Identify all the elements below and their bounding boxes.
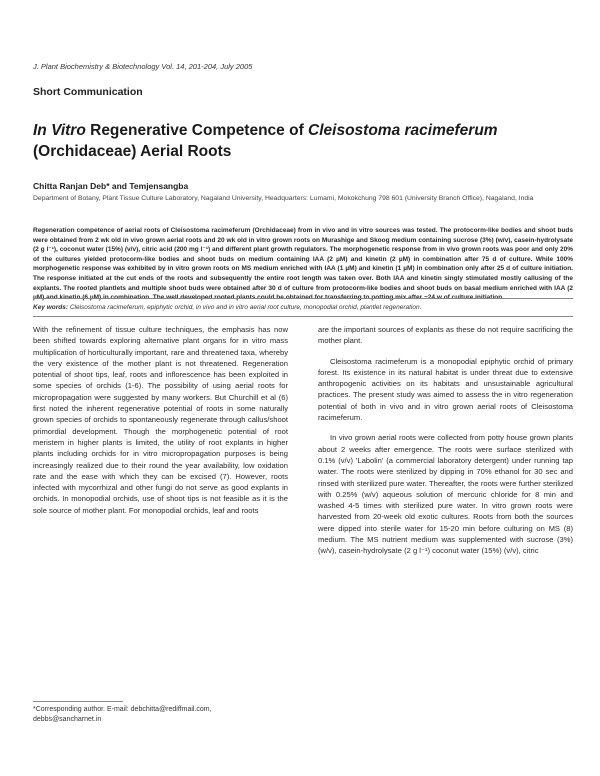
journal-citation: J. Plant Biochemistry & Biotechnology Vol. 14, 201-204, July 2005 [33,62,253,71]
footnote-divider [33,701,123,702]
body-paragraph: With the refinement of tissue culture techniques, the emphasis has now been shifted towards exploring alternative plant organs for in vitro mass multiplication of horticulturally important, rare and threatened taxa, whereby the very existence of the mother plant is not threatened. Regeneration potential of shoot tips, leaf, roots and inflorescence has been exploited in some species of orchids (1-6). The possibility of using aerial roots for micropropagation were suggested by many workers. But Churchill et al (6) first noted the inherent regenerative potential of roots in some naturally grown species of orchids to spontaneously regenerate through callus/shoot primordial development. Though the morphogenetic potential of root meristem in higher plants is limited, the utility of root explants in higher plants including orchids for in vitro micropropagation purposes is being increasingly realized due to their round the year availability, low oxidation rate and the ease with which they can be excised (7). However, roots infected with mycorrhizal and other fungi do not serve as good explants in orchids. In monopodial orchids, use of shoot tips is not feasible as it is the sole source of mother plant. For monopodial orchids, leaf and roots [33,325,288,515]
keywords-text: Cleisostoma racimeferum, epiphytic orchid, in vivo and in vitro aerial root culture, monopodial orchid, plantlet regeneration. [68,304,422,311]
keywords [33,304,573,311]
abstract: Regeneration competence of aerial roots of Cleisostoma racimeferum (Orchidaceae) from in vivo and in vitro sources was tested. The protocorm-like bodies and shoot buds were obtained from 2 wk old in vivo grown aerial roots and 20 wk old in vitro grown roots on Murashige and Skoog medium containing sucrose (3%) (w/v), casein-hydrolysate (2 g l⁻¹), coconut water (15%) (v/v), citric acid (200 mg l⁻¹) and different plant growth regulators. The morphogenetic response from in vivo grown roots was poor and only 20% of the cultures yielded protocorm-like bodies and shoot buds on medium containing IAA (2 µM) and kinetin (2 µM) in combination after 75 d of culture. While 100% morphogenetic response was exhibited by in vitro grown roots on MS medium enriched with IAA (1 µM) and kinetin (1 µM) in combination only after 25 d of culture initiation. The response initiated at the cut ends of the roots and subsequently the entire root length was taken over. Both IAA and kinetin singly stimulated mostly callusing of the explants. The rooted plantlets and multiple shoot buds were obtained after 30 d of culture from protocorm-like bodies and shoot buds on basal medium enriched with IAA (2 µM) and kinetin (6 µM) in combination. The well developed rooted plants could be obtained for transferring to potting mix after ~24 w of culture initiation. [33,227,573,302]
paper-title [33,120,573,162]
left-column [33,324,288,516]
title-italic-species: Cleisostoma racimeferum [308,122,498,139]
section-label: Short Communication [33,86,143,98]
body-paragraph: In vivo grown aerial roots were collected from potty house grown plants about 2 weeks after emergence. The roots were surface sterilized with 0.1% (v/v) 'Labolin' (a commercial laboratory detergent) under running tap water. The roots were sterilized by dipping in 70% ethanol for 30 sec and rinsed with sterilized pure water. Thereafter, the roots were further sterilized with 0.25% (w/v) aqueous solution of mercuric chloride for 8 min and washed 4-5 times with sterilized pure water. In vitro grown roots were harvested from 20-week old exotic cultures. Roots from both the sources were dipped into sterile water for 15-20 min before culturing on MS (8) medium. The MS nutrient medium was supplemented with sucrose (3%) (w/v), casein-hydrolysate (2 g l⁻¹) coconut water (15%) (v/v), citric [318,433,573,556]
footnote-line: *Corresponding author. E-mail: debchitta@rediffmail.com, [33,706,212,713]
title-text-end: (Orchidaceae) Aerial Roots [33,143,232,160]
body-paragraph: Cleisostoma racimeferum is a monopodial epiphytic orchid of primary forest. Its existence in its natural habitat is under threat due to extensive anthropogenic activities on its habitats and unsustainable agricultural practices. The present study was aimed to assess the in vitro regeneration potential of both in vivo and in vitro grown aerial roots of Cleisostoma racimeferum. [318,356,573,423]
title-text: Regenerative Competence of [85,122,309,139]
divider-bottom [33,316,573,317]
authors: Chitta Ranjan Deb* and Temjensangba [33,181,189,191]
footnote-email: debbs@sancharnet.in [33,716,102,723]
divider-top [33,298,573,299]
footnote [33,705,288,725]
keywords-label: Key words: [33,304,69,311]
right-column [318,324,573,557]
title-italic-invitro: In Vitro [33,122,86,139]
affiliation: Department of Botany, Plant Tissue Culture Laboratory, Nagaland University, Headquarters: Lumami, Mokokchung 798 601 (University Branch Office), Nagaland, India [33,195,534,202]
body-paragraph: are the important sources of explants as these do not require sacrificing the mother plant. [318,325,573,346]
